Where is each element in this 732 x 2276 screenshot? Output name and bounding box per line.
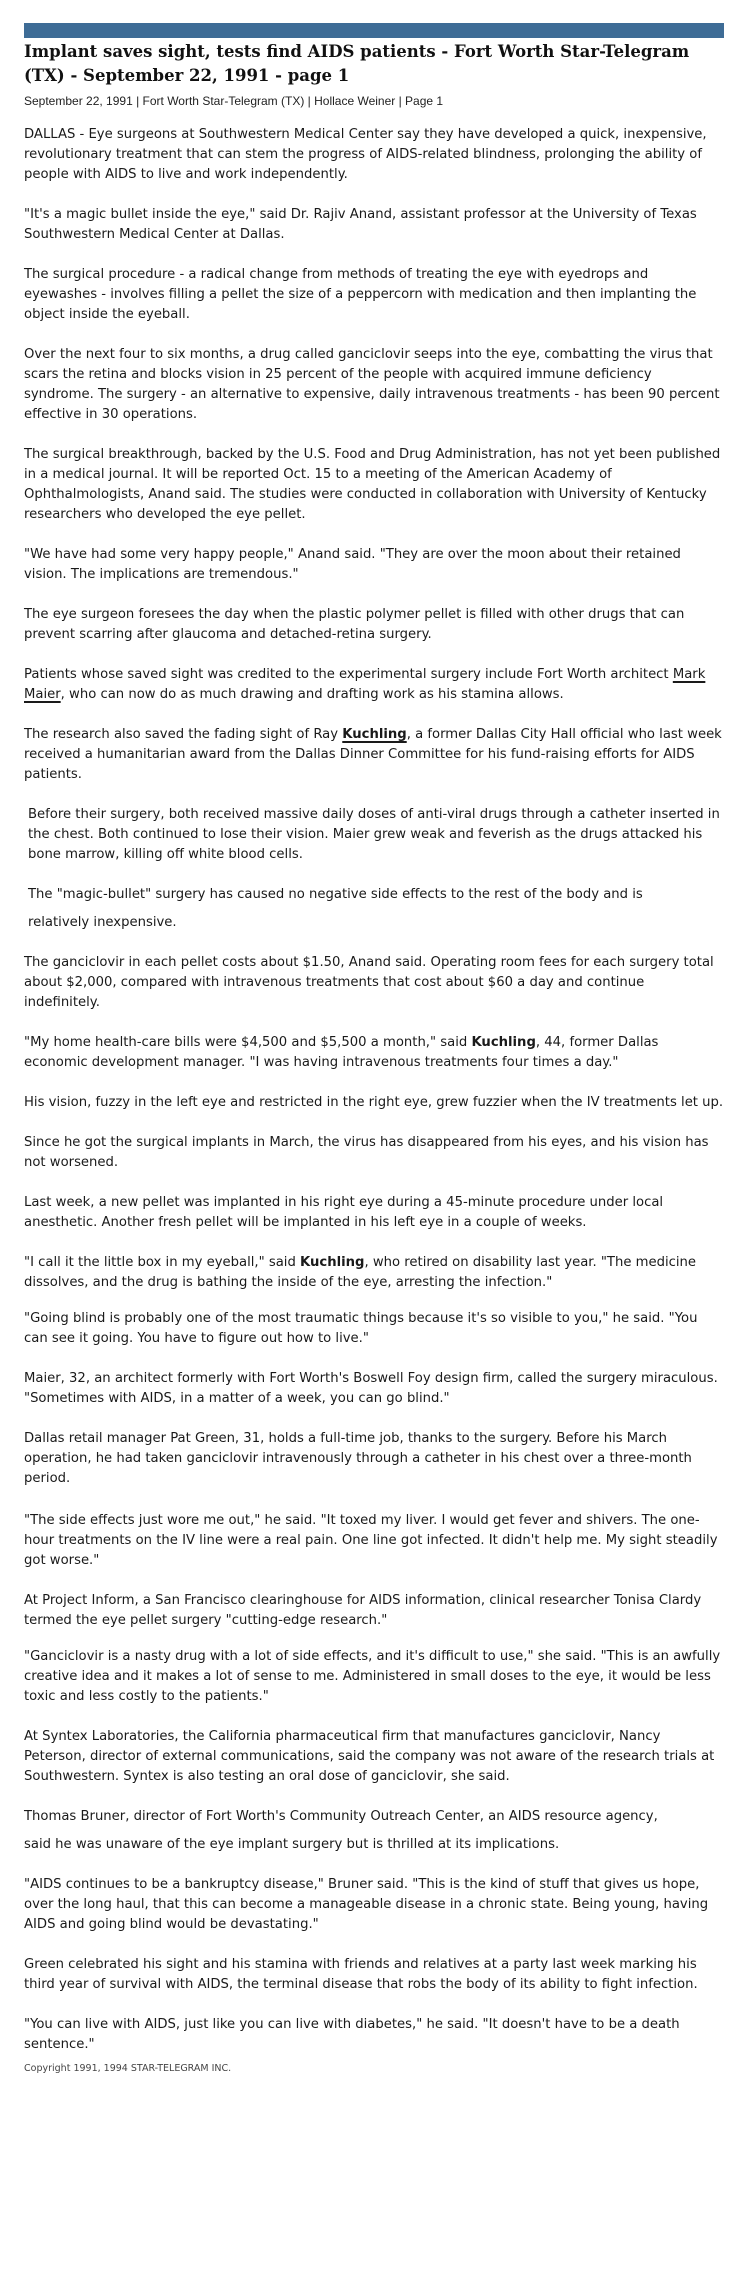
- paragraph: [24, 725, 724, 785]
- paragraph: "Ganciclovir is a nasty drug with a lot of side effects, and it's difficult to use," she said. "This is an awfully creative idea and it makes a lot of sense to me. Administered in small doses to the eye, it would be less toxic and less costly to the patients.": [24, 1649, 721, 1704]
- paragraph: Over the next four to six months, a drug called ganciclovir seeps into the eye, combatting the virus that scars the retina and blocks vision in 25 percent of the people with acquired immune deficiency syndrome. The surgery - an alternative to expensive, daily intravenous treatments - has been 90 percent effective in 30 operations.: [24, 347, 720, 422]
- paragraph: "AIDS continues to be a bankruptcy disease," Bruner said. "This is the kind of stuff that gives us hope, over the long haul, that this can become a manageable disease in a chronic state. Being young, having AIDS and going blind would be devastating.": [24, 1877, 709, 1932]
- article-byline: September 22, 1991 | Fort Worth Star-Telegram (TX) | Hollace Weiner | Page 1: [24, 94, 444, 108]
- person-link-kuchling[interactable]: Kuchling: [342, 727, 407, 742]
- person-link-mark-maier[interactable]: Mark Maier: [24, 667, 706, 702]
- paragraph: The eye surgeon foresees the day when the plastic polymer pellet is filled with other drugs that can prevent scarring after glaucoma and detached-retina surgery.: [24, 607, 685, 642]
- paragraph: The surgical breakthrough, backed by the U.S. Food and Drug Administration, has not yet been published in a medical journal. It will be reported Oct. 15 to a meeting of the American Academy of Ophthalmologists, Anand said. The studies were conducted in collaboration with University of Kentucky researchers who developed the eye pellet.: [24, 447, 721, 522]
- paragraph: [24, 665, 724, 705]
- copyright-notice: Copyright 1991, 1994 STAR-TELEGRAM INC.: [24, 2063, 232, 2074]
- paragraph: "You can live with AIDS, just like you can live with diabetes," he said. "It doesn't have to be a death sentence.": [24, 2017, 680, 2052]
- paragraph: His vision, fuzzy in the left eye and restricted in the right eye, grew fuzzier when the IV treatments let up.: [24, 1095, 724, 1110]
- paragraph: [24, 885, 724, 933]
- paragraph: Before their surgery, both received massive daily doses of anti-viral drugs through a catheter inserted in the chest. Both continued to lose their vision. Maier grew weak and feverish as the drugs attacked his bone marrow, killing off white blood cells.: [28, 807, 720, 862]
- paragraph: Dallas retail manager Pat Green, 31, holds a full-time job, thanks to the surgery. Before his March operation, he had taken ganciclovir intravenously through a catheter in his chest over a three-month period.: [24, 1431, 692, 1486]
- text: Patients whose saved sight was credited to the experimental surgery include Fort Worth architect: [24, 667, 673, 682]
- text: "I call it the little box in my eyeball," said: [24, 1255, 301, 1270]
- paragraph: "We have had some very happy people," Anand said. "They are over the moon about their retained vision. The implications are tremendous.": [24, 547, 681, 582]
- paragraph: "It's a magic bullet inside the eye," said Dr. Rajiv Anand, assistant professor at the University of Texas Southwestern Medical Center at Dallas.: [24, 207, 697, 242]
- paragraph: [24, 1807, 724, 1855]
- text: "My home health-care bills were $4,500 and $5,500 a month," said: [24, 1035, 472, 1050]
- article: [24, 40, 724, 2074]
- paragraph: Green celebrated his sight and his stamina with friends and relatives at a party last week marking his third year of survival with AIDS, the terminal disease that robs the body of its ability to fight infection.: [24, 1957, 698, 1992]
- paragraph: Since he got the surgical implants in March, the virus has disappeared from his eyes, and his vision has not worsened.: [24, 1135, 709, 1170]
- paragraph: The surgical procedure - a radical change from methods of treating the eye with eyedrops and eyewashes - involves filling a pellet the size of a peppercorn with medication and then implanting the object inside the eyeball.: [24, 267, 697, 322]
- article-title: Implant saves sight, tests find AIDS patients - Fort Worth Star-Telegram (TX) - September 22, 1991 - page 1: [24, 42, 690, 85]
- paragraph: At Project Inform, a San Francisco clearinghouse for AIDS information, clinical researcher Tonisa Clardy termed the eye pellet surgery "cutting-edge research.": [24, 1593, 702, 1628]
- text: , a former Dallas City Hall official who last week received a humanitarian award from the Dallas Dinner Committee for his fund-raising efforts for AIDS patients.: [24, 727, 722, 782]
- text: The research also saved the fading sight of Ray: [24, 727, 343, 742]
- name-kuchling: Kuchling: [471, 1035, 536, 1050]
- text: said he was unaware of the eye implant surgery but is thrilled at its implications.: [24, 1837, 560, 1852]
- text: , who retired on disability last year. "The medicine dissolves, and the drug is bathing the inside of the eye, arresting the infection.": [24, 1255, 697, 1290]
- text: relatively inexpensive.: [28, 915, 177, 930]
- article-body: [24, 125, 724, 2055]
- paragraph: DALLAS - Eye surgeons at Southwestern Medical Center say they have developed a quick, inexpensive, revolutionary treatment that can stem the progress of AIDS-related blindness, prolonging the ability of people with AIDS to live and work independently.: [24, 127, 707, 182]
- paragraph: At Syntex Laboratories, the California pharmaceutical firm that manufactures ganciclovir, Nancy Peterson, director of external communications, said the company was not aware of the research trials at Southwestern. Syntex is also testing an oral dose of ganciclovir, she said.: [24, 1729, 715, 1784]
- text: The "magic-bullet" surgery has caused no negative side effects to the rest of the body and is: [28, 887, 643, 902]
- paragraph: "Going blind is probably one of the most traumatic things because it's so visible to you," he said. "You can see it going. You have to figure out how to live.": [24, 1311, 698, 1346]
- name-kuchling: Kuchling: [300, 1255, 365, 1270]
- paragraph: The ganciclovir in each pellet costs about $1.50, Anand said. Operating room fees for each surgery total about $2,000, compared with intravenous treatments that cost about $60 a day and continue indefinitely.: [24, 955, 714, 1010]
- paragraph: [24, 1033, 724, 1073]
- paragraph: Last week, a new pellet was implanted in his right eye during a 45-minute procedure under local anesthetic. Another fresh pellet will be implanted in his left eye in a couple of weeks.: [24, 1195, 664, 1230]
- header-bar: [24, 23, 724, 38]
- text: Thomas Bruner, director of Fort Worth's Community Outreach Center, an AIDS resource agency,: [24, 1809, 658, 1824]
- paragraph: "The side effects just wore me out," he said. "It toxed my liver. I would get fever and shivers. The one-hour treatments on the IV line were a real pain. One line got infected. It didn't help me. My sight steadily got worse.": [24, 1513, 718, 1568]
- text: , who can now do as much drawing and drafting work as his stamina allows.: [60, 687, 564, 702]
- paragraph: [24, 1253, 724, 1293]
- paragraph: Maier, 32, an architect formerly with Fort Worth's Boswell Foy design firm, called the surgery miraculous. "Sometimes with AIDS, in a matter of a week, you can go blind.": [24, 1371, 718, 1406]
- text: , 44, former Dallas economic development manager. "I was having intravenous treatments four times a day.": [24, 1035, 659, 1070]
